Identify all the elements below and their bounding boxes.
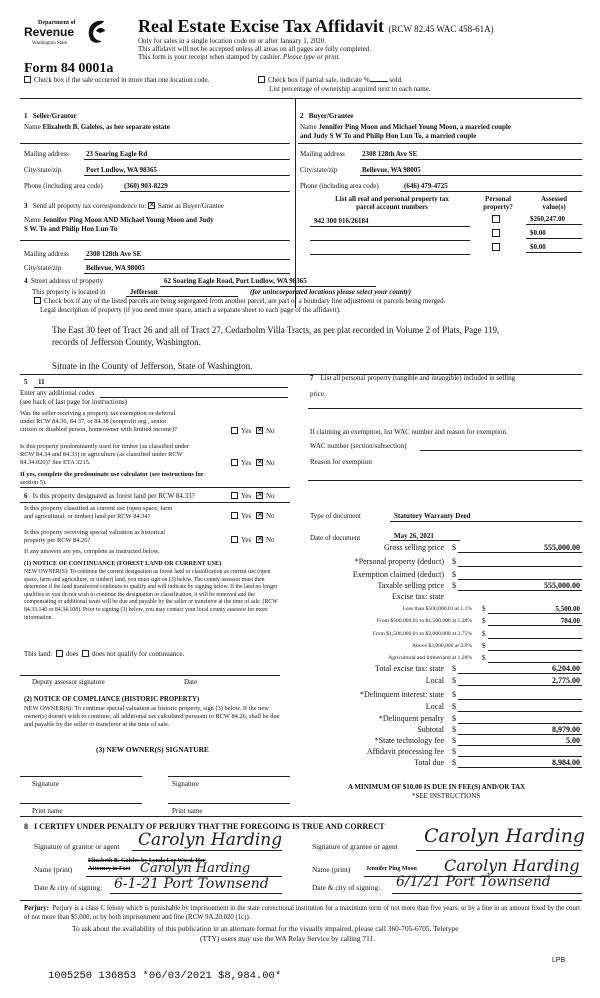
total-due-value[interactable]: 8,984.00 xyxy=(552,758,580,767)
buyer-city[interactable]: Bellevue, WA 98005 xyxy=(362,166,421,174)
bracket-1-value[interactable]: 5,500.00 xyxy=(555,605,580,613)
revenue-logo-text: Revenue xyxy=(24,25,75,39)
personal-property-label: 7 List all personal property (tangible and intangible) included in selling xyxy=(310,374,516,382)
buyer-city-label: City/state/zip xyxy=(300,166,338,174)
delinquent-penalty-dollar: $ xyxy=(452,714,456,723)
rcw-ref: (RCW 82.45 WAC 458-61A) xyxy=(388,24,494,34)
assessed-value-3[interactable]: $0.00 xyxy=(530,243,546,251)
new-owner-sig-heading: (3) NEW OWNER(S) SIGNATURE xyxy=(96,745,209,754)
notice-compliance-heading: (2) NOTICE OF COMPLIANCE (HISTORIC PROPERTY) xyxy=(24,696,200,703)
grantor-sig-label: Signature of grantor or agent xyxy=(34,842,120,851)
seller-name-row: Name Elizabeth B. Galeles, as her separate estate xyxy=(24,123,170,131)
personal-checkbox-2[interactable] xyxy=(492,229,503,238)
tax-corr-city[interactable]: Bellevue, WA 98005 xyxy=(86,264,145,272)
does-checkbox[interactable] xyxy=(56,650,63,657)
delinquent-local-label: Local xyxy=(425,702,444,711)
grantee-sig-label: Signature of grantee or agent xyxy=(312,842,398,851)
tax-corr-name-2: S W. To and Philip Hon Lun To xyxy=(24,225,118,233)
taxable-price-label: Taxable selling price xyxy=(377,581,444,590)
personal-col-header: Personal property? xyxy=(483,195,513,212)
see-instructions: *SEE INSTRUCTIONS xyxy=(412,792,481,800)
assessed-col-header: Assessed value(s) xyxy=(540,195,568,212)
additional-codes-note: (see back of last page for instructions) xyxy=(20,398,127,406)
buyer-mail-label: Mailing address xyxy=(300,150,345,158)
alt-format-line-1: To ask about the availability of this publication in an alternate format for the visually impaired, please call 360-705-6705. Teletype xyxy=(72,924,459,933)
exemption-dollar: $ xyxy=(452,570,456,579)
owner-sig-label-1: Signature xyxy=(32,780,59,788)
tax-corr-mail[interactable]: 2308 128th Ave SE xyxy=(86,250,142,258)
grantee-date-city: 6/1/21 Port Townsend xyxy=(396,874,551,890)
grantee-print-name: Jennifer Ping Moon xyxy=(366,866,417,872)
calculator-note: If yes, complete the predominate use calculator (see instructions for section 5). xyxy=(20,471,204,486)
processing-fee-label: Affidavit processing fee xyxy=(366,747,444,756)
subtotal-value[interactable]: 8,979.00 xyxy=(552,725,580,734)
buyer-name-2: and Judy S W To and Philip Hon Lun To, a married couple xyxy=(300,132,477,140)
parcel-col-header: List all real and personal property tax parcel account numbers xyxy=(335,195,449,212)
delinquent-interest-label: *Delinquent interest: state xyxy=(360,690,444,699)
timber-question: Is this property predominantly used for timber (as classified under RCW 84.34 and 84.33) or agriculture (as classified under RCW 84.34.020)? See ETA 3215. xyxy=(20,443,190,466)
bracket-5-label: Agricultural and timberland at 1.28% xyxy=(388,655,472,661)
personal-dollar: $ xyxy=(452,557,456,566)
doc-date[interactable]: May 26, 2021 xyxy=(394,532,434,540)
seller-name: Elizabeth B. Galeles, as her separate estate xyxy=(42,123,170,131)
multi-location-checkbox[interactable]: Check box if the sale occurred in more than one location code. xyxy=(24,76,209,84)
alt-format-line-2: (TTY) users may use the WA Relay Service by calling 711. xyxy=(200,934,376,943)
local-label: Local xyxy=(425,676,444,685)
timber-yes-no[interactable]: Yes ✕ No xyxy=(231,459,275,467)
grantor-print-name-2: Attorney in Fact xyxy=(88,866,131,872)
excise-state-label: Excise tax: state xyxy=(392,592,444,601)
unincorp-note: (for unincorporated locations please select your county) xyxy=(250,288,411,296)
seller-mail-label: Mailing address xyxy=(24,150,69,158)
form-title: Real Estate Excise Tax Affidavit (RCW 82.45 WAC 458-61A) xyxy=(138,16,494,36)
tech-fee-dollar: $ xyxy=(452,736,456,745)
delinquent-penalty-label: *Delinquent penalty xyxy=(378,714,444,723)
taxable-dollar: $ xyxy=(452,581,456,590)
sec5-num: 5 xyxy=(24,378,28,386)
tech-fee-label: *State technology fee xyxy=(374,736,444,745)
owner-sig-label-2: Signature xyxy=(172,780,199,788)
seller-city[interactable]: Port Ludlow, WA 98365 xyxy=(86,166,158,174)
personal-checkbox-3[interactable] xyxy=(492,243,503,252)
initials: LPB xyxy=(552,957,566,964)
legal-label: Legal description of property (if you need more space, attach a separate sheet to each page of the affidavit). xyxy=(40,306,341,314)
note-2: This affidavit will not be accepted unless all areas on all pages are fully completed. xyxy=(138,45,371,53)
buyer-phone[interactable]: (646) 479-4725 xyxy=(404,182,448,190)
property-address[interactable]: 62 Soaring Eagle Road, Port Ludlow, WA 98365 xyxy=(164,277,307,285)
local-value[interactable]: 2,775.00 xyxy=(552,676,580,685)
delinquent-interest-dollar: $ xyxy=(452,690,456,699)
historic-yes-no[interactable]: Yes ✕ No xyxy=(231,536,275,544)
forest-question: 6 Is this property designated as forest land per RCW 84.33? xyxy=(24,492,195,500)
does-not-checkbox[interactable] xyxy=(82,650,89,657)
grantor-print-handwritten: Carolyn Harding xyxy=(140,861,251,876)
bracket-4-label: Above $3,000,000 at 3.0% xyxy=(412,643,472,649)
grantor-print-label: Name (print) xyxy=(34,865,73,874)
if-any-yes: If any answers are yes, complete as instructed below. xyxy=(24,548,160,555)
land-qualify-row: This land: does does not qualify for continuance. xyxy=(24,650,185,658)
delinquent-local-dollar: $ xyxy=(452,702,456,711)
dept-label: Department of xyxy=(38,20,76,26)
revenue-logo-icon xyxy=(84,17,108,45)
perjury-text: Perjury: Perjury is a class C felony which is punishable by imprisonment in the state correctional institution for a maximum term of not more than five years, or by a fine in an amount fixed by the court of not more than $5,000, or by both imprisonment and fine (RCW 9A.20.020 (1c)). xyxy=(24,905,580,921)
historic-question: Is this property receiving special valuation as historical property per RCW 84.26? xyxy=(24,529,166,544)
grantor-signature: Carolyn Harding xyxy=(138,830,283,850)
current-use-question: Is this property classified as current use (open space, farm and agricultural, or timber) land per RCW 84.34? xyxy=(24,505,173,520)
legal-desc-2: records of Jefferson County, Washington. xyxy=(52,337,201,347)
total-state-dollar: $ xyxy=(452,664,456,673)
same-as-buyer-checkbox[interactable] xyxy=(148,202,155,209)
located-label: This property is located in xyxy=(32,288,106,296)
partial-sale-checkbox[interactable]: Check box if partial sale, indicate % sold. xyxy=(258,76,403,84)
additional-codes-label: Enter any additional codes xyxy=(20,389,95,397)
subtotal-dollar: $ xyxy=(452,725,456,734)
bracket-4-dollar: $ xyxy=(482,642,486,650)
owner-print-label-2: Print name xyxy=(172,807,203,815)
bracket-2-label: From $500,000.01 to $1,500,000 at 1.28% xyxy=(376,618,472,624)
notice-continuance-heading: (1) NOTICE OF CONTINUANCE (FOREST LAND OR CURRENT USE) xyxy=(24,560,222,567)
seller-phone-label: Phone (including area code) xyxy=(24,182,103,190)
grantee-signature: Carolyn Harding xyxy=(424,825,586,847)
buyer-name-1: Jennifer Ping Moon and Michael Young Moon, a married couple xyxy=(318,123,511,131)
bracket-5-dollar: $ xyxy=(482,654,486,662)
legal-desc-3: Situate in the County of Jefferson, State of Washington. xyxy=(52,361,253,371)
tax-corr-city-label: City/state/zip xyxy=(24,264,62,272)
minimum-fee-note: A MINIMUM OF $10.00 IS DUE IN FEE(S) AND/OR TAX xyxy=(348,783,526,791)
assessed-value-1[interactable]: $260,247.00 xyxy=(530,215,565,223)
processing-fee-dollar: $ xyxy=(452,747,456,756)
gross-price-value[interactable]: 555,000.00 xyxy=(544,543,580,552)
total-due-dollar: $ xyxy=(452,758,456,767)
exemption-yes-no[interactable]: Yes ✕ No xyxy=(231,427,275,435)
tax-corr-mail-label: Mailing address xyxy=(24,250,69,258)
sec4-address-row: 4 Street address of property xyxy=(24,277,104,285)
doc-type-label: Type of document xyxy=(310,512,361,520)
grantee-print-label: Name (print) xyxy=(312,865,351,874)
note-3: This form is your receipt when stamped by cashier. Please type or print. xyxy=(138,53,341,61)
sec1-heading: 1 Seller/Grantor xyxy=(24,112,77,120)
bracket-2-value[interactable]: 704.00 xyxy=(560,617,580,625)
grantor-date-label: Date & city of signing: xyxy=(34,883,103,892)
sec2-heading: 2 Buyer/Grantee xyxy=(300,112,354,120)
legal-desc-1: The East 30 feet of Tract 26 and all of Tract 27, Cedarholm Villa Tracts, as per plat recorded in Volume 2 of Plats, Page 119, xyxy=(52,325,500,335)
gross-price-label: Gross selling price xyxy=(384,543,444,552)
grantor-date-city: 6-1-21 Port Townsend xyxy=(114,876,269,892)
bracket-2-dollar: $ xyxy=(482,617,486,625)
local-dollar: $ xyxy=(452,676,456,685)
grantee-date-label: Date & city of signing: xyxy=(312,883,381,892)
county[interactable]: Jefferson xyxy=(130,288,158,296)
seller-city-label: City/state/zip xyxy=(24,166,62,174)
seller-phone[interactable]: (360) 903-8229 xyxy=(124,182,168,190)
bracket-3-dollar: $ xyxy=(482,630,486,638)
notice-continuance-body: NEW OWNER(S): To continue the current designation as forest land or classification as current use (open space, farm and agriculture, or timber) land, you must sign on (3) below. The county assessor must then determine if the land transferred continues to qualify and will indicate by signing below. If the land no longer qualifies or you do not wish to continue the designation or classification, it will be removed and the compensating or additional taxes will be due and payable by the seller or transferor at the time of sale. (RCW 84.33.140 or 84.34.108). Prior to signing (3) below, you may contact your local county assessor for more information. xyxy=(24,569,278,621)
taxable-price-value[interactable]: 555,000.00 xyxy=(544,581,580,590)
gross-dollar: $ xyxy=(452,543,456,552)
seller-mail[interactable]: 23 Soaring Eagle Rd xyxy=(86,150,148,158)
tax-corr-name-row: Name Jennifer Ping Moon AND Michael Young Moon and Judy xyxy=(24,216,214,224)
certify-heading: 8 I CERTIFY UNDER PENALTY OF PERJURY THAT THE FOREGOING IS TRUE AND CORRECT xyxy=(24,822,385,831)
total-state-value[interactable]: 6,204.00 xyxy=(552,664,580,673)
exemption-deduct-label: Exemption claimed (deduct) xyxy=(352,570,444,579)
personal-checkbox-1[interactable] xyxy=(492,215,503,224)
parcel-account[interactable]: 942 300 016/26184 xyxy=(314,217,369,225)
doc-date-label: Date of document xyxy=(310,534,361,542)
total-state-label: Total excise tax: state xyxy=(375,664,444,673)
form-number: Form 84 0001a xyxy=(24,61,114,76)
wac-label: WAC number (section/subsection) xyxy=(310,442,407,450)
subtotal-label: Subtotal xyxy=(417,725,444,734)
segregated-checkbox[interactable]: Check box if any of the listed parcels are being segregated from another parcel, are part of a boundary line adjustment or parcels being merged. xyxy=(34,297,445,305)
state-label: Washington State xyxy=(32,41,68,46)
tax-corr-name-1: Jennifer Ping Moon AND Michael Young Moon and Judy xyxy=(42,216,214,224)
doc-type[interactable]: Statutory Warranty Deed xyxy=(394,512,471,520)
personal-property-label-2: price. xyxy=(310,390,326,398)
cashier-receipt-stamp: 1005250 136853 *06/03/2021 $8,984.00* xyxy=(48,970,282,982)
forest-yes-no[interactable]: Yes ✕ No xyxy=(231,492,275,500)
reason-label: Reason for exemption xyxy=(310,458,372,466)
deputy-date-label: Date xyxy=(184,678,198,686)
total-due-label: Total due xyxy=(414,758,444,767)
sec3-heading: 3 Send all property tax correspondence to: ✕ Same as Buyer/Grantee xyxy=(24,202,224,210)
bracket-3-label: From $1,500,000.01 to $3,000,000 at 2.75% xyxy=(372,631,472,637)
bracket-1-label: Less than $500,000.01 at 1.1% xyxy=(402,606,472,612)
tech-fee-value[interactable]: 5.00 xyxy=(566,736,580,745)
current-use-yes-no[interactable]: Yes ✕ No xyxy=(231,512,275,520)
exemption-claim-label: If claiming an exemption, list WAC number and reason for exemption. xyxy=(310,428,508,436)
buyer-mail[interactable]: 2308 128th Ave SE xyxy=(362,150,418,158)
owner-print-label-1: Print name xyxy=(32,807,63,815)
deputy-assessor-label: Deputy assessor signature xyxy=(32,678,105,686)
grantor-print-name-1: Elizabeth B. Galeles by Lynda Lee Wood, Her xyxy=(88,858,206,864)
land-use-code[interactable]: 11 xyxy=(38,378,45,386)
partial-sale-note: List percentage of ownership acquired next to each name. xyxy=(269,85,431,93)
bracket-1-dollar: $ xyxy=(482,605,486,613)
grantee-print-handwritten: Carolyn Harding xyxy=(444,856,580,875)
buyer-name-row: Name Jennifer Ping Moon and Michael Young Moon, a married couple xyxy=(300,123,511,131)
exemption-question: Was the seller receiving a property tax exemption or deferral under RCW 84.36, 84.37, or 84.38 (nonprofit org., senior citizen or disabled person, homeowner with limited income)? xyxy=(20,410,177,433)
buyer-phone-label: Phone (including area code) xyxy=(300,182,379,190)
personal-deduct-label: *Personal property (deduct) xyxy=(354,557,444,566)
assessed-value-2[interactable]: $0.00 xyxy=(530,229,546,237)
notice-compliance-body: NEW OWNER(S): To continue special valuation as historic property, sign (3) below. If the new owner(s) doesn't wish to continue, all additional tax calculated pursuant to RCW 84.26, shall be due and payable by the seller or transferor at the time of sale. xyxy=(24,705,280,728)
note-1: Only for sales in a single location code on or after January 1, 2020. xyxy=(138,37,326,45)
